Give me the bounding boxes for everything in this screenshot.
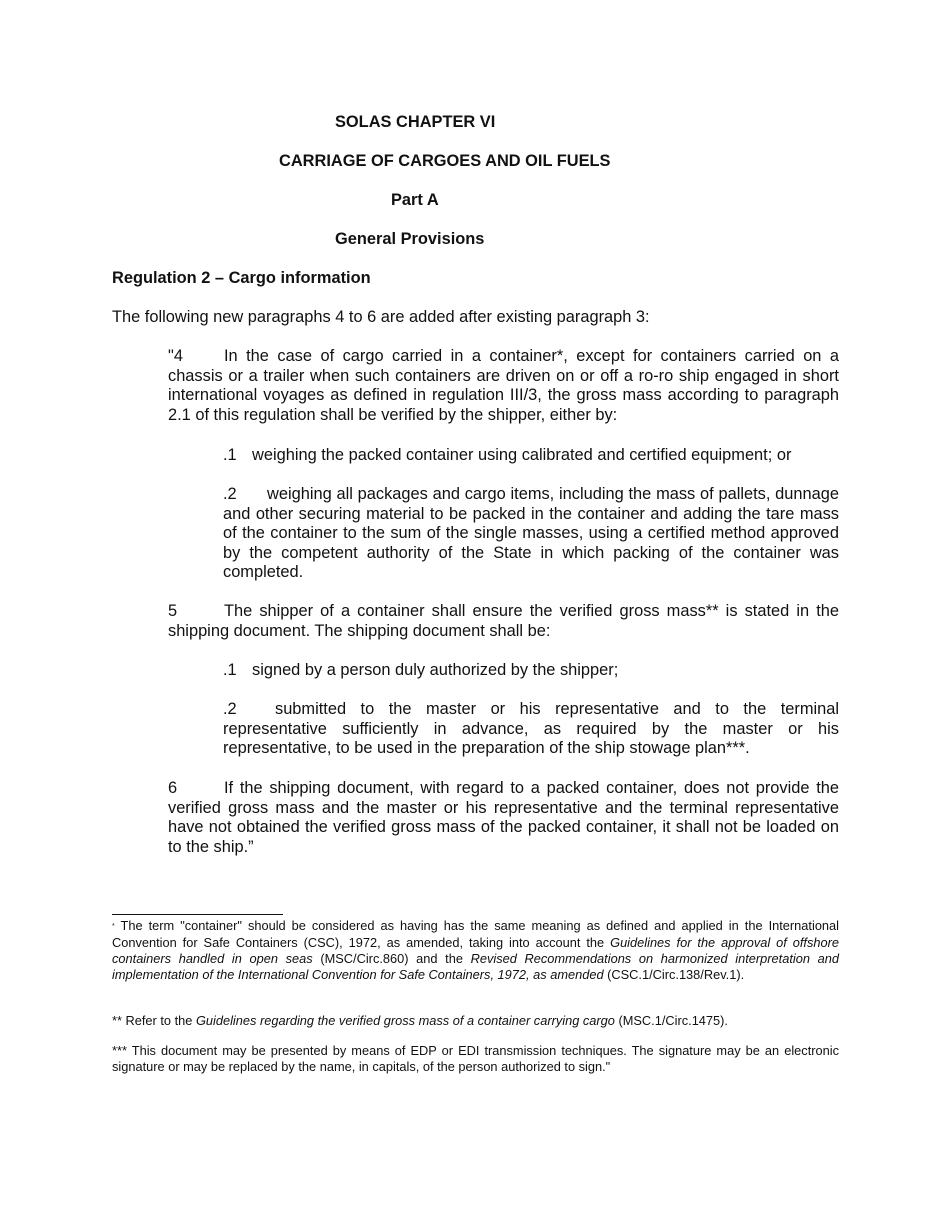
footnote-1-text-b: (MSC/Circ.860) and the: [312, 951, 471, 966]
footnote-1-citation-b: Revised Recommendations on harmonized interpretation and implementation of the International Convention for Safe Containers, 1972, as amended: [112, 951, 839, 982]
chapter-heading: SOLAS CHAPTER VI: [335, 113, 496, 131]
footnote-2-citation: Guidelines regarding the verified gross mass of a container carrying cargo: [195, 1013, 615, 1028]
footnote-2-text-a: ** Refer to the: [112, 1013, 196, 1028]
paragraph-4-item-2-text: weighing all packages and cargo items, including the mass of pallets, dunnage and other securing material to be packed in the container and adding the tare mass of the container to the sum of the single masses, using a certified method approved by the competent authority of the State in which packing of the container was completed.: [223, 485, 839, 582]
chapter-title: CARRIAGE OF CARGOES AND OIL FUELS: [279, 152, 611, 170]
paragraph-5-text: The shipper of a container shall ensure the verified gross mass** is stated in the shipping document. The shipping document shall be:: [168, 602, 839, 640]
paragraph-4-number: "4: [168, 347, 183, 365]
paragraph-4-item-1-number: .1: [223, 446, 237, 464]
paragraph-6: [168, 779, 839, 857]
footnote-1-text-a: The term "container" should be considered as having has the same meaning as defined and applied in the International Convention for Safe Containers (CSC), 1972, as amended, taking into account the: [112, 918, 840, 950]
paragraph-4-item-2-number: .2: [223, 485, 237, 503]
section-heading: General Provisions: [335, 230, 485, 248]
paragraph-5: [168, 602, 839, 641]
regulation-intro: The following new paragraphs 4 to 6 are added after existing paragraph 3:: [112, 308, 650, 326]
paragraph-4-item-2: [223, 485, 839, 583]
footnote-1-citation-a: Guidelines for the approval of offshore containers handled in open seas: [112, 935, 839, 966]
footnote-2-text-b: (MSC.1/Circ.1475).: [614, 1013, 728, 1028]
paragraph-6-number: 6: [168, 779, 178, 797]
paragraph-5-item-1-number: .1: [223, 661, 237, 679]
footnote-divider: [112, 914, 283, 915]
paragraph-4-item-1: [223, 446, 839, 466]
footnote-3: *** This document may be presented by means of EDP or EDI transmission techniques. The signature may be an electronic signature or may be replaced by the name, in capitals, of the person authorized to sign.": [112, 1043, 839, 1074]
paragraph-4: [168, 347, 839, 425]
paragraph-5-item-1: [223, 661, 839, 681]
regulation-title: Regulation 2 – Cargo information: [112, 269, 371, 287]
paragraph-5-number: 5: [168, 602, 178, 620]
paragraph-5-item-2-number: .2: [223, 700, 237, 718]
footnote-2: [112, 1013, 839, 1029]
paragraph-4-item-1-text: weighing the packed container using calibrated and certified equipment; or: [252, 446, 792, 464]
paragraph-6-text: If the shipping document, with regard to a packed container, does not provide the verified gross mass and the master or his representative and the terminal representative have not obtained the verified gross mass of the packed container, it shall not be loaded on to the ship.”: [168, 779, 839, 856]
paragraph-5-item-1-text: signed by a person duly authorized by the shipper;: [252, 661, 619, 679]
paragraph-4-text: In the case of cargo carried in a container*, except for containers carried on a chassis or a trailer when such containers are driven on or off a ro-ro ship engaged in short international voyages as defined in regulation III/3, the gross mass according to paragraph 2.1 of this regulation shall be verified by the shipper, either by:: [168, 347, 839, 424]
footnote-1-mark: *: [112, 923, 115, 930]
paragraph-5-item-2-text: submitted to the master or his representative and to the terminal representative sufficiently in advance, as required by the master or his representative, to be used in the preparation of the ship stowage plan***.: [223, 700, 839, 758]
footnote-1-text-c: (CSC.1/Circ.138/Rev.1).: [603, 967, 745, 982]
part-heading: Part A: [391, 191, 439, 209]
paragraph-5-item-2: [223, 700, 839, 759]
footnote-1: [112, 918, 839, 983]
